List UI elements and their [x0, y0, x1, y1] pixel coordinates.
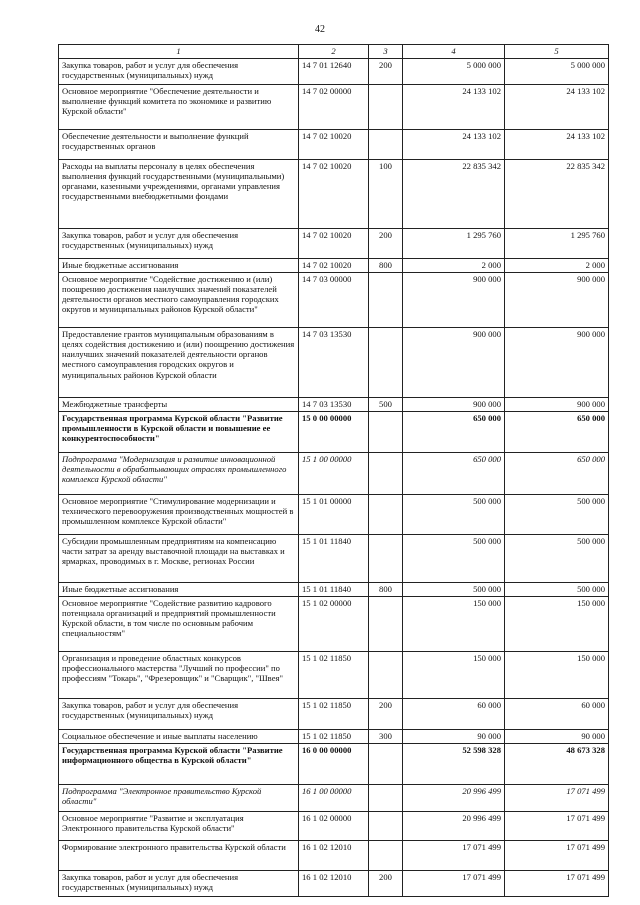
row-sum1-cell: 150 000 — [403, 597, 505, 652]
row-name-cell: Закупка товаров, работ и услуг для обеспечения государственных (муниципальных) нужд — [59, 871, 299, 897]
table-row — [59, 785, 609, 812]
header-row — [59, 45, 609, 59]
row-sum2-cell: 17 071 499 — [505, 785, 609, 812]
row-sum2-cell: 150 000 — [505, 652, 609, 699]
header-cell-name: 1 — [59, 45, 299, 59]
row-name-cell: Организация и проведение областных конкурсов профессионального мастерства "Лучший по профессии" по профессиям "Токарь", "Фрезеровщик" и "Сварщик", "Швея" — [59, 652, 299, 699]
row-code-cell: 14 7 02 10020 — [299, 229, 369, 259]
row-sum1-cell: 5 000 000 — [403, 59, 505, 85]
table-row — [59, 871, 609, 897]
row-name-cell: Межбюджетные трансферты — [59, 398, 299, 412]
row-vr-cell: 200 — [369, 59, 403, 85]
row-code-cell: 14 7 03 00000 — [299, 273, 369, 328]
row-vr-cell — [369, 495, 403, 535]
row-sum1-cell: 22 835 342 — [403, 160, 505, 229]
row-sum1-cell: 20 996 499 — [403, 812, 505, 841]
header-cell-code: 2 — [299, 45, 369, 59]
row-code-cell: 15 1 02 00000 — [299, 597, 369, 652]
row-sum1-cell: 650 000 — [403, 453, 505, 495]
table-row — [59, 812, 609, 841]
row-sum1-cell: 52 598 328 — [403, 744, 505, 785]
table-row — [59, 229, 609, 259]
row-sum2-cell: 5 000 000 — [505, 59, 609, 85]
row-sum2-cell: 900 000 — [505, 398, 609, 412]
row-name-cell: Подпрограмма "Электронное правительство Курской области" — [59, 785, 299, 812]
row-name-cell: Основное мероприятие "Обеспечение деятельности и выполнение функций комитета по экономике и развитию Курской области" — [59, 85, 299, 130]
row-vr-cell — [369, 130, 403, 160]
row-name-cell: Субсидии промышленным предприятиям на компенсацию части затрат за аренду выставочной площади на выставках и ярмарках, проводимых в г. Москве, регионах России — [59, 535, 299, 583]
table-row — [59, 583, 609, 597]
table-row — [59, 841, 609, 871]
page-number: 42 — [315, 24, 325, 35]
row-sum1-cell: 500 000 — [403, 535, 505, 583]
row-sum1-cell: 17 071 499 — [403, 841, 505, 871]
row-sum1-cell: 900 000 — [403, 273, 505, 328]
table-row — [59, 85, 609, 130]
row-sum2-cell: 150 000 — [505, 597, 609, 652]
row-code-cell: 14 7 01 12640 — [299, 59, 369, 85]
row-vr-cell: 200 — [369, 229, 403, 259]
row-vr-cell: 800 — [369, 583, 403, 597]
row-code-cell: 15 1 01 00000 — [299, 495, 369, 535]
header-cell-sum1: 4 — [403, 45, 505, 59]
row-vr-cell — [369, 85, 403, 130]
row-sum2-cell: 60 000 — [505, 699, 609, 730]
table-row — [59, 535, 609, 583]
header-cell-vr: 3 — [369, 45, 403, 59]
row-sum1-cell: 20 996 499 — [403, 785, 505, 812]
row-sum1-cell: 900 000 — [403, 398, 505, 412]
row-code-cell: 15 1 02 11850 — [299, 730, 369, 744]
row-sum2-cell: 1 295 760 — [505, 229, 609, 259]
budget-table — [58, 44, 609, 897]
row-sum2-cell: 24 133 102 — [505, 85, 609, 130]
row-sum2-cell: 500 000 — [505, 495, 609, 535]
row-vr-cell: 200 — [369, 871, 403, 897]
row-name-cell: Государственная программа Курской области "Развитие промышленности в Курской области и повышение ее конкурентоспособности" — [59, 412, 299, 453]
table-row — [59, 453, 609, 495]
table-row — [59, 160, 609, 229]
row-sum1-cell: 500 000 — [403, 495, 505, 535]
row-code-cell: 14 7 02 10020 — [299, 160, 369, 229]
row-sum2-cell: 650 000 — [505, 453, 609, 495]
row-sum2-cell: 17 071 499 — [505, 871, 609, 897]
table-row — [59, 730, 609, 744]
row-name-cell: Предоставление грантов муниципальным образованиям в целях содействия достижению и (или) поощрению достижения наилучших значений показателей деятельности органов местного самоуправления городских округов и муниципальных районов Курской области — [59, 328, 299, 398]
row-sum2-cell: 17 071 499 — [505, 812, 609, 841]
row-sum1-cell: 900 000 — [403, 328, 505, 398]
table-row — [59, 495, 609, 535]
row-vr-cell — [369, 412, 403, 453]
row-vr-cell — [369, 535, 403, 583]
row-name-cell: Основное мероприятие "Развитие и эксплуатация Электронного правительства Курской области" — [59, 812, 299, 841]
table-row — [59, 699, 609, 730]
row-sum2-cell: 500 000 — [505, 583, 609, 597]
row-code-cell: 14 7 02 10020 — [299, 130, 369, 160]
table-row — [59, 597, 609, 652]
row-code-cell: 16 1 00 00000 — [299, 785, 369, 812]
table-row — [59, 59, 609, 85]
row-vr-cell — [369, 744, 403, 785]
row-code-cell: 15 1 02 11850 — [299, 652, 369, 699]
row-sum2-cell: 2 000 — [505, 259, 609, 273]
row-sum2-cell: 48 673 328 — [505, 744, 609, 785]
row-vr-cell — [369, 652, 403, 699]
row-name-cell: Закупка товаров, работ и услуг для обеспечения государственных (муниципальных) нужд — [59, 59, 299, 85]
row-name-cell: Закупка товаров, работ и услуг для обеспечения государственных (муниципальных) нужд — [59, 699, 299, 730]
row-name-cell: Подпрограмма "Модернизация и развитие инновационной деятельности в обрабатывающих отраслях промышленного комплекса Курской области" — [59, 453, 299, 495]
row-sum1-cell: 17 071 499 — [403, 871, 505, 897]
row-name-cell: Закупка товаров, работ и услуг для обеспечения государственных (муниципальных) нужд — [59, 229, 299, 259]
row-name-cell: Социальное обеспечение и иные выплаты населению — [59, 730, 299, 744]
row-sum1-cell: 24 133 102 — [403, 85, 505, 130]
row-sum2-cell: 17 071 499 — [505, 841, 609, 871]
row-code-cell: 15 1 01 11840 — [299, 583, 369, 597]
row-vr-cell — [369, 841, 403, 871]
row-vr-cell — [369, 453, 403, 495]
row-sum1-cell: 1 295 760 — [403, 229, 505, 259]
row-sum2-cell: 900 000 — [505, 328, 609, 398]
row-name-cell: Расходы на выплаты персоналу в целях обеспечения выполнения функций государственными (муниципальными) органами, казенными учреждениями, органами управления государственными внебюджетными фондами — [59, 160, 299, 229]
row-code-cell: 16 1 02 12010 — [299, 871, 369, 897]
row-name-cell: Иные бюджетные ассигнования — [59, 583, 299, 597]
row-name-cell: Основное мероприятие "Содействие достижению и (или) поощрению достижения наилучших значений показателей деятельности органов местного самоуправления городских округов и муниципальных районов Курской области" — [59, 273, 299, 328]
row-sum1-cell: 90 000 — [403, 730, 505, 744]
row-name-cell: Основное мероприятие "Стимулирование модернизации и технического перевооружения производственных мощностей в промышленном комплексе Курской области" — [59, 495, 299, 535]
table-row — [59, 398, 609, 412]
row-vr-cell — [369, 785, 403, 812]
row-vr-cell: 300 — [369, 730, 403, 744]
row-code-cell: 16 1 02 12010 — [299, 841, 369, 871]
row-name-cell: Основное мероприятие "Содействие развитию кадрового потенциала организаций и предприятий промышленности Курской области, в том числе по основным рабочим специальностям" — [59, 597, 299, 652]
row-code-cell: 15 0 00 00000 — [299, 412, 369, 453]
row-code-cell: 15 1 00 00000 — [299, 453, 369, 495]
table-row — [59, 328, 609, 398]
row-vr-cell — [369, 597, 403, 652]
row-sum1-cell: 150 000 — [403, 652, 505, 699]
table-row — [59, 259, 609, 273]
table-row — [59, 273, 609, 328]
row-vr-cell: 200 — [369, 699, 403, 730]
row-vr-cell: 800 — [369, 259, 403, 273]
row-sum2-cell: 90 000 — [505, 730, 609, 744]
row-sum1-cell: 2 000 — [403, 259, 505, 273]
row-sum2-cell: 650 000 — [505, 412, 609, 453]
row-sum2-cell: 500 000 — [505, 535, 609, 583]
row-code-cell: 14 7 02 00000 — [299, 85, 369, 130]
row-name-cell: Обеспечение деятельности и выполнение функций государственных органов — [59, 130, 299, 160]
row-code-cell: 16 1 02 00000 — [299, 812, 369, 841]
table-row — [59, 130, 609, 160]
row-vr-cell — [369, 328, 403, 398]
row-sum2-cell: 900 000 — [505, 273, 609, 328]
row-sum1-cell: 60 000 — [403, 699, 505, 730]
row-code-cell: 14 7 03 13530 — [299, 328, 369, 398]
row-sum1-cell: 650 000 — [403, 412, 505, 453]
row-vr-cell: 500 — [369, 398, 403, 412]
row-sum2-cell: 22 835 342 — [505, 160, 609, 229]
row-code-cell: 14 7 02 10020 — [299, 259, 369, 273]
header-cell-sum2: 5 — [505, 45, 609, 59]
row-code-cell: 15 1 02 11850 — [299, 699, 369, 730]
row-sum2-cell: 24 133 102 — [505, 130, 609, 160]
table-row — [59, 652, 609, 699]
row-sum1-cell: 24 133 102 — [403, 130, 505, 160]
table-row — [59, 412, 609, 453]
row-name-cell: Государственная программа Курской области "Развитие информационного общества в Курской области" — [59, 744, 299, 785]
row-vr-cell — [369, 812, 403, 841]
row-vr-cell: 100 — [369, 160, 403, 229]
row-name-cell: Формирование электронного правительства Курской области — [59, 841, 299, 871]
row-code-cell: 16 0 00 00000 — [299, 744, 369, 785]
table-row — [59, 744, 609, 785]
row-code-cell: 15 1 01 11840 — [299, 535, 369, 583]
row-name-cell: Иные бюджетные ассигнования — [59, 259, 299, 273]
row-code-cell: 14 7 03 13530 — [299, 398, 369, 412]
row-vr-cell — [369, 273, 403, 328]
row-sum1-cell: 500 000 — [403, 583, 505, 597]
